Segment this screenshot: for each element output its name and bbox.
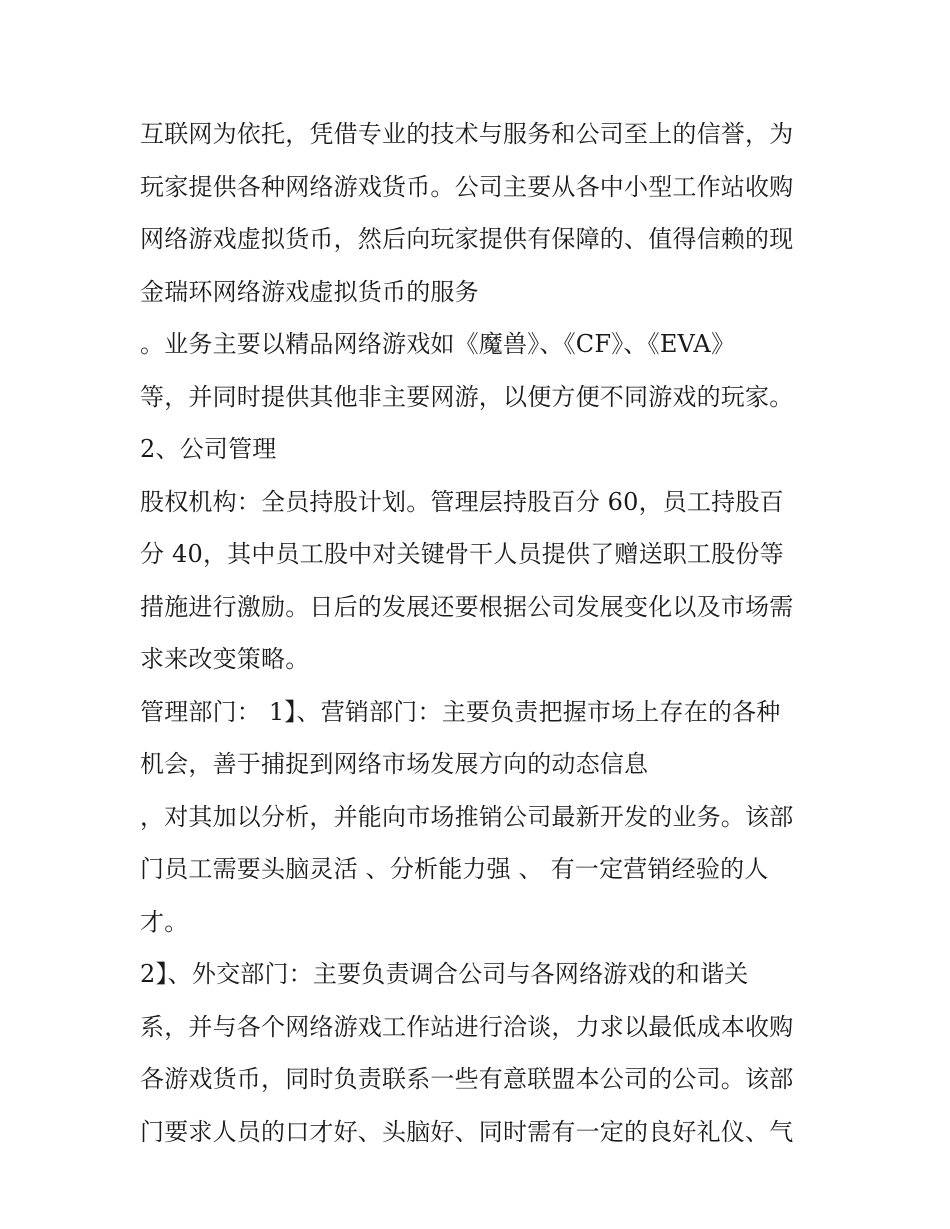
text-line: 玩家提供各种网络游戏货币。公司主要从各中小型工作站收购 (140, 172, 794, 201)
text-line: 互联网为依托，凭借专业的技术与服务和公司至上的信誉，为 (140, 120, 794, 148)
text-line: 。业务主要以精品网络游戏如《魔兽》、《CF》、《EVA》 (140, 330, 736, 358)
text-line: 门要求人员的口才好、头脑好、同时需有一定的良好礼仪、气 (140, 1117, 794, 1146)
section-heading: 2、公司管理 (140, 435, 277, 463)
text-line: 管理部门： 1】、营销部门：主要负责把握市场上存在的各种 (140, 697, 781, 726)
text-line: 网络游戏虚拟货币，然后向玩家提供有保障的、值得信赖的现 (140, 225, 794, 253)
text-line: 等，并同时提供其他非主要网游，以便方便不同游戏的玩家。 (140, 382, 794, 411)
body-text (140, 108, 830, 1158)
text-line: ，对其加以分析，并能向市场推销公司最新开发的业务。该部 (140, 802, 794, 831)
text-line: 股权机构：全员持股计划。管理层持股百分 60，员工持股百 (140, 487, 784, 516)
text-line: 措施进行激励。日后的发展还要根据公司发展变化以及市场需 (140, 592, 794, 621)
text-line: 2】、外交部门：主要负责调合公司与各网络游戏的和谐关 (140, 960, 749, 988)
text-line: 门员工需要头脑灵活 、分析能力强 、 有一定营销经验的人 (140, 855, 769, 883)
text-line: 求来改变策略。 (140, 645, 310, 673)
text-line: 系，并与各个网络游戏工作站进行洽谈，力求以最低成本收购 (140, 1012, 794, 1041)
text-line: 分 40，其中员工股中对关键骨干人员提供了赠送职工股份等 (140, 540, 784, 568)
text-line: 才。 (140, 907, 189, 936)
text-line: 各游戏货币，同时负责联系一些有意联盟本公司的公司。该部 (140, 1065, 794, 1093)
text-line: 金瑞环网络游戏虚拟货币的服务 (140, 277, 479, 306)
text-line: 机会，善于捕捉到网络市场发展方向的动态信息 (140, 750, 649, 778)
